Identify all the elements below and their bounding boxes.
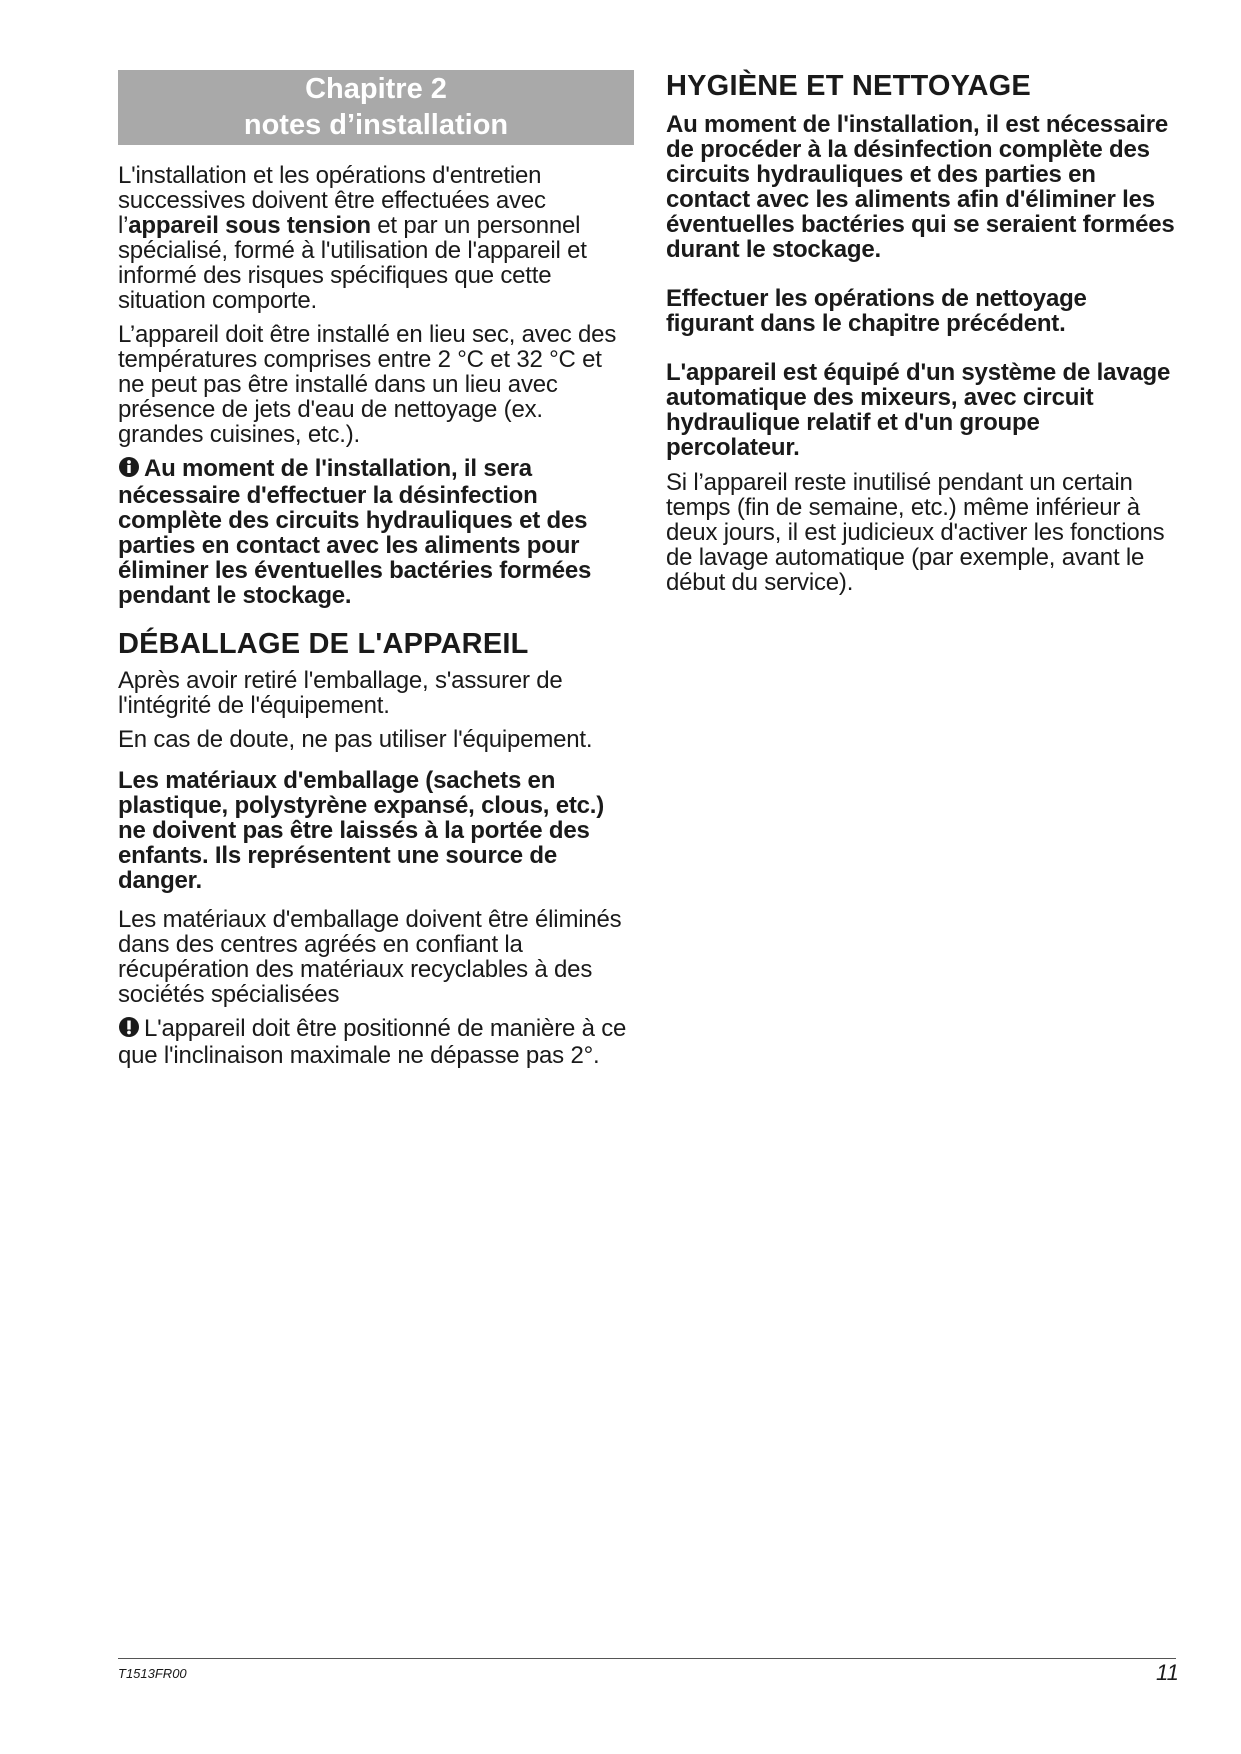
info-icon bbox=[118, 456, 140, 483]
footer-divider bbox=[118, 1658, 1176, 1659]
right-column bbox=[666, 70, 1178, 604]
unpack-paragraph-1: Après avoir retiré l'emballage, s'assurer de l'intégrité de l'équipement. bbox=[118, 667, 563, 719]
chapter-title-box bbox=[118, 70, 634, 145]
page-number: 11 bbox=[1156, 1660, 1179, 1685]
automatic-washing-note: L'appareil est équipé d'un système de lavage automatique des mixeurs, avec circuit hydraulique relatif et d'un groupe percolateur. bbox=[666, 359, 1171, 461]
warning-note bbox=[118, 1016, 634, 1068]
document-code: T1513FR00 bbox=[118, 1666, 187, 1681]
info-note bbox=[118, 456, 634, 608]
warning-note-text: L'appareil doit être positionné de manière à ce que l'inclinaison maximale ne dépasse pas 2°. bbox=[118, 1015, 627, 1069]
info-note-text: Au moment de l'installation, il sera nécessaire d'effectuer la désinfection complète des circuits hydrauliques et des parties en contact avec les aliments pour éliminer les éventuelles bactéries formées pendant le stockage. bbox=[118, 455, 592, 609]
intro-paragraph: L'installation et les opérations d'entretien successives doivent être effectuées avec l’appareil sous tension et par un personnel spécialisé, formé à l'utilisation de l'appareil et informé des risques spécifiques que cette situation comporte. bbox=[118, 162, 587, 314]
unpack-paragraph-3: Les matériaux d'emballage doivent être éliminés dans des centres agréés en confiant la récupération des matériaux recyclables à des sociétés spécialisées bbox=[118, 906, 622, 1008]
unpack-paragraph-2: En cas de doute, ne pas utiliser l'équipement. bbox=[118, 726, 593, 753]
cleaning-note: Effectuer les opérations de nettoyage figurant dans le chapitre précédent. bbox=[666, 285, 1087, 337]
inactivity-paragraph: Si l’appareil reste inutilisé pendant un certain temps (fin de semaine, etc.) même inférieur à deux jours, il est judicieux d'activer les fonctions de lavage automatique (par exemple, avant le début du service). bbox=[666, 469, 1165, 596]
left-column bbox=[118, 70, 634, 1077]
unpack-heading: DÉBALLAGE DE L'APPAREIL bbox=[118, 628, 529, 660]
intro-bold-text: appareil sous tension bbox=[128, 212, 371, 239]
disinfection-note: Au moment de l'installation, il est nécessaire de procéder à la désinfection complète des circuits hydrauliques et des parties en contact avec les aliments afin d'éliminer les éventuelles bactéries qui se seraient formées durant le stockage. bbox=[666, 111, 1175, 263]
packaging-warning: Les matériaux d'emballage (sachets en plastique, polystyrène expansé, clous, etc.) ne doivent pas être laissés à la portée des enfants. Ils représentent une source de danger. bbox=[118, 767, 605, 894]
hygiene-heading: HYGIÈNE ET NETTOYAGE bbox=[666, 70, 1031, 102]
install-conditions-paragraph: L’appareil doit être installé en lieu sec, avec des températures comprises entre 2 °C et 32 °C et ne peut pas être installé dans un lieu avec présence de jets d'eau de nettoyage (ex. grandes cuisines, etc.). bbox=[118, 321, 617, 448]
warning-icon bbox=[118, 1016, 140, 1043]
chapter-title: notes d’installation bbox=[243, 109, 509, 141]
chapter-number: Chapitre 2 bbox=[305, 73, 447, 105]
